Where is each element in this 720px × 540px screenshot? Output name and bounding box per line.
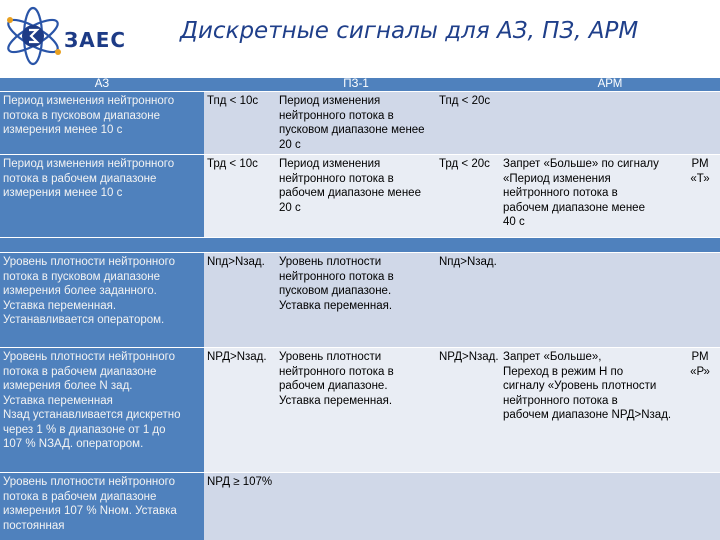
cell-line: Уровень плотности нейтронного — [3, 256, 176, 268]
arm-cell — [500, 348, 680, 472]
cell-line: нейтронного потока в — [279, 270, 394, 283]
cell-line: Уставка переменная. — [279, 394, 393, 407]
cell-line: потока в рабочем диапазоне — [3, 365, 157, 378]
az-cell — [0, 473, 204, 540]
arm-value — [680, 348, 720, 472]
cell-line: Уставка переменная. — [3, 299, 117, 312]
cell-line: Уставка переменная — [3, 394, 113, 407]
cell-line: измерения более N зад. — [3, 380, 133, 392]
az-value: Трд < 10с — [207, 158, 258, 170]
cell-line: Период изменения — [279, 158, 381, 170]
table-header — [0, 78, 720, 91]
table-row — [0, 348, 720, 472]
az-cell — [0, 155, 204, 237]
atom-icon — [0, 2, 70, 72]
cell-line: нейтронного потока в — [503, 187, 618, 199]
pz-cell — [276, 155, 436, 237]
cell-line: постоянная — [3, 519, 65, 532]
arm-cell — [500, 155, 680, 237]
cell-line: рабочем диапазоне менее — [503, 201, 645, 214]
page-title: Дискретные сигналы для АЗ, ПЗ, АРМ — [180, 18, 639, 44]
header-az: АЗ — [0, 78, 204, 91]
cell-line: рабочем диапазоне менее — [279, 187, 421, 199]
az-value: NРД ≥ 107% — [207, 476, 273, 488]
cell-line: нейтронного потока в — [503, 394, 618, 407]
arm-cell — [500, 92, 680, 154]
cell-line: Уровень плотности нейтронного — [3, 476, 176, 488]
pz-cell — [276, 348, 436, 472]
cell-line: Устанавливается оператором. — [3, 314, 165, 326]
cell-line: Период изменения — [279, 95, 381, 107]
arm-cell — [500, 253, 680, 347]
cell-line: Переход в режим Н по — [503, 365, 624, 378]
pz-cell — [276, 253, 436, 347]
az-cell — [0, 348, 204, 472]
pz-value — [436, 473, 500, 540]
arm-value — [680, 253, 720, 347]
cell-line: нейтронного потока в — [279, 365, 394, 378]
cell-line: Запрет «Больше» по сигналу — [503, 158, 659, 170]
pz-value: NРД>Nзад. — [439, 351, 499, 363]
logo — [0, 0, 170, 74]
cell-line: измерения более заданного. — [3, 285, 157, 297]
header-arm: АРМ — [597, 78, 623, 90]
table-row — [0, 92, 720, 154]
cell-line: пусковом диапазоне. — [279, 285, 392, 297]
pz-cell — [276, 92, 436, 154]
az-cell — [0, 92, 204, 154]
cell-line: Уровень плотности — [279, 256, 382, 268]
arm-value — [680, 473, 720, 540]
az-value: NРД>Nзад. — [207, 351, 267, 363]
cell-line: пусковом диапазоне менее — [279, 124, 425, 136]
arm-value — [680, 92, 720, 154]
cell-line: потока в рабочем диапазоне — [3, 172, 157, 185]
az-value: Nпд>Nзад. — [207, 256, 265, 268]
cell-line: нейтронного потока в — [279, 109, 394, 122]
cell-line: потока в пусковом диапазоне — [3, 270, 161, 283]
table-separator — [0, 238, 720, 252]
table-row — [0, 253, 720, 347]
cell-line: «Период изменения — [503, 172, 611, 185]
cell-line: 20 с — [279, 201, 301, 214]
cell-line: «Р» — [690, 365, 710, 378]
table-row — [0, 155, 720, 237]
cell-line: Уставка переменная. — [279, 299, 393, 312]
cell-line: измерения 107 % Nном. Уставка — [3, 505, 177, 517]
pz-cell — [276, 473, 436, 540]
cell-line: Уровень плотности — [279, 351, 382, 363]
cell-line: 20 с — [279, 138, 301, 151]
cell-line: сигналу «Уровень плотности — [503, 380, 657, 392]
cell-line: «Т» — [690, 172, 710, 185]
cell-line: Период изменения нейтронного — [3, 95, 175, 107]
header-pz: ПЗ-1 — [343, 78, 369, 90]
cell-line: Период изменения нейтронного — [3, 158, 175, 170]
signals-table — [0, 78, 720, 540]
cell-line: потока в рабочем диапазоне — [3, 490, 157, 503]
pz-value: Трд < 20с — [439, 158, 490, 170]
pz-value: Тпд < 20с — [439, 95, 491, 107]
cell-line: рабочем диапазоне NРД>Nзад. — [503, 409, 672, 421]
cell-line: потока в пусковом диапазоне — [3, 109, 161, 122]
cell-line: Nзад устанавливается дискретно — [3, 409, 181, 421]
cell-line: РМ — [691, 158, 709, 170]
cell-line: 40 с — [503, 216, 525, 228]
pz-value: Nпд>Nзад. — [439, 256, 497, 268]
cell-line: измерения менее 10 с — [3, 124, 123, 136]
arm-value — [680, 155, 720, 237]
az-value: Тпд < 10с — [207, 95, 259, 107]
cell-line: через 1 % в диапазоне от 1 до — [3, 423, 166, 436]
table-row — [0, 473, 720, 540]
cell-line: измерения менее 10 с — [3, 187, 123, 199]
cell-line: Запрет «Больше», — [503, 351, 602, 363]
cell-line: РМ — [691, 351, 709, 363]
az-cell — [0, 253, 204, 347]
cell-line: рабочем диапазоне. — [279, 380, 388, 392]
arm-cell — [500, 473, 680, 540]
cell-line: нейтронного потока в — [279, 172, 394, 185]
logo-text: ЗАЕС — [64, 28, 127, 52]
cell-line: 107 % NЗАД. оператором. — [3, 438, 144, 450]
cell-line: Уровень плотности нейтронного — [3, 351, 176, 363]
